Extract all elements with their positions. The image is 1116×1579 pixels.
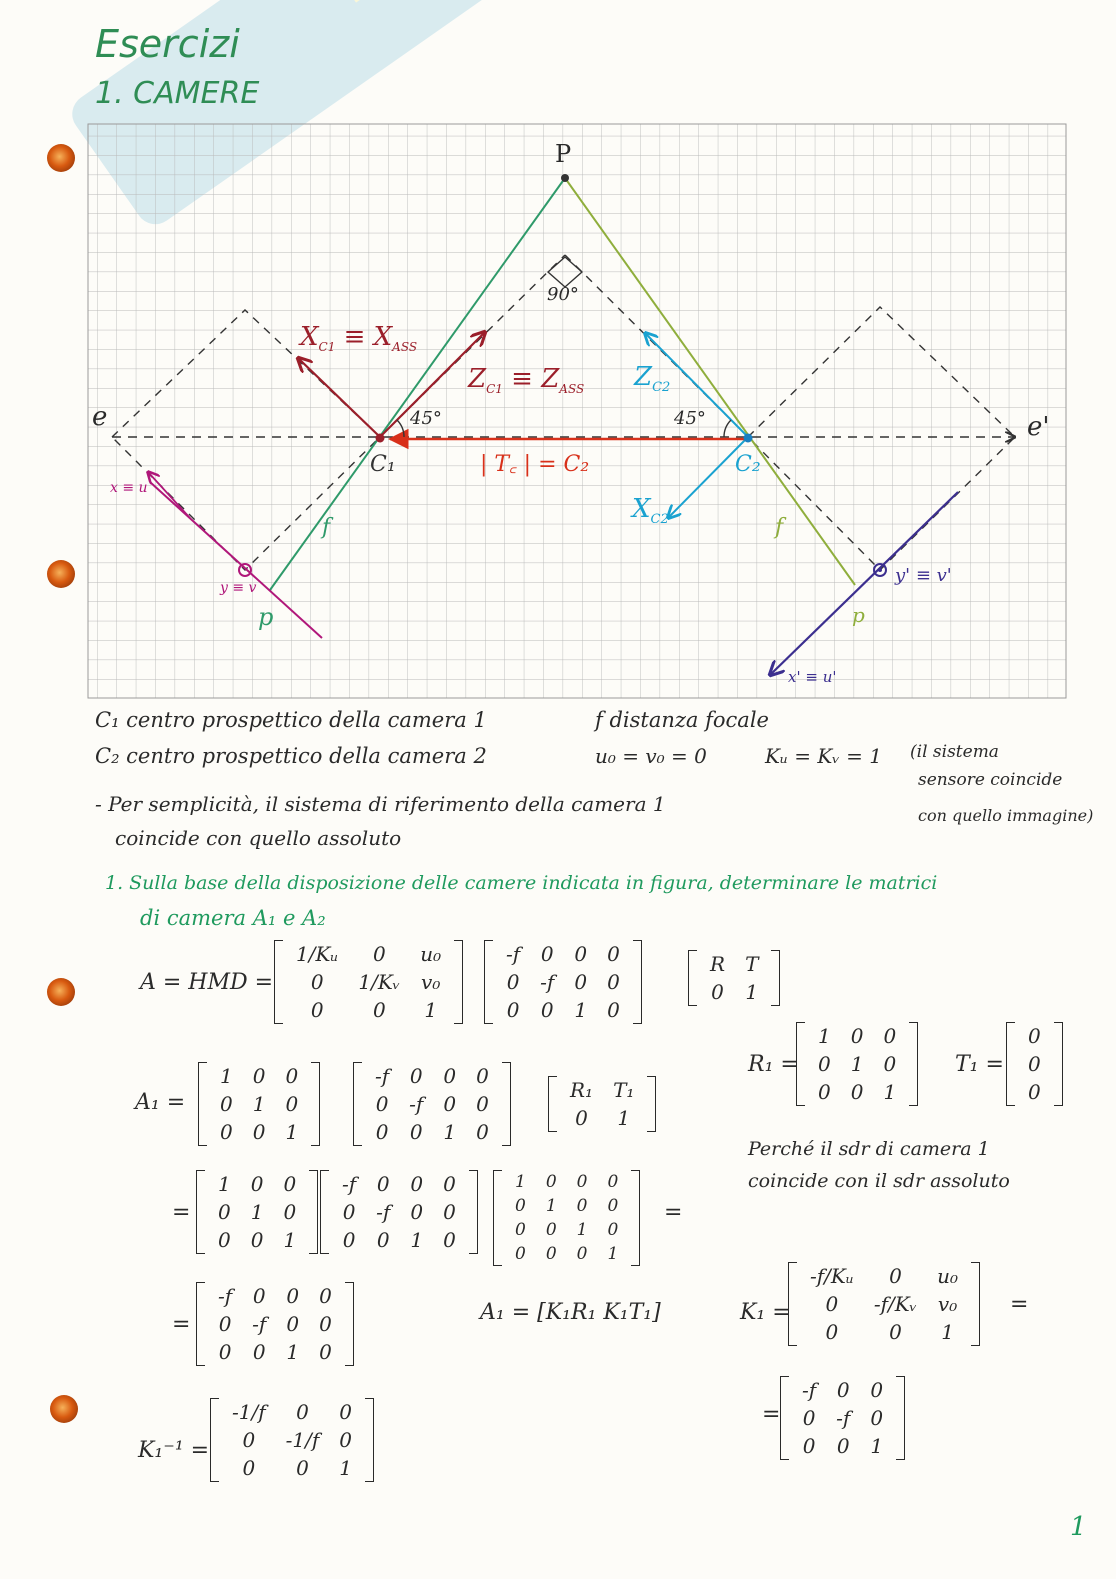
matrix-row <box>800 1290 968 1318</box>
matrix-a1-d <box>560 1076 644 1132</box>
matrix-row <box>286 996 451 1024</box>
matrix-cell: 0 <box>218 1200 231 1224</box>
matrix-cell: 0 <box>310 970 324 994</box>
label-p-right: p <box>852 603 865 627</box>
matrix-cell: 0 <box>286 1284 300 1308</box>
matrix-cell: 0 <box>252 1120 266 1144</box>
matrix-row <box>800 1318 968 1346</box>
matrix-cell: 1/Kᵤ <box>296 942 339 966</box>
label-xc2 <box>632 494 669 527</box>
label-angle-90: 90° <box>547 284 579 305</box>
matrix-s-h <box>208 1170 306 1254</box>
label-zc2-main: Z <box>634 362 653 392</box>
label-zc1-main: Z <box>468 364 487 394</box>
matrix-cell: 0 <box>515 1220 526 1240</box>
eq-sign-3: = <box>172 1312 191 1337</box>
note-k-definition: Kᵤ = Kᵥ = 1 <box>765 744 882 768</box>
matrix-m <box>496 940 630 1024</box>
label-xc1-ass: ASS <box>392 340 418 355</box>
matrix-cell: 0 <box>242 1428 256 1452</box>
matrix-cell: 0 <box>607 1196 619 1216</box>
matrix-cell: 1 <box>286 1340 300 1364</box>
label-zc2-sub: C2 <box>652 380 671 396</box>
grid-paper <box>88 124 1066 698</box>
matrix-cell: 0 <box>283 1172 297 1196</box>
matrix-cell: 0 <box>870 1378 884 1402</box>
matrix-cell: 0 <box>252 1340 266 1364</box>
matrix-row <box>208 1226 306 1254</box>
label-c1: C₁ <box>370 452 396 477</box>
matrix-cell: 0 <box>342 1200 356 1224</box>
matrix-cell: 1 <box>617 1106 631 1130</box>
note-f-definition: f distanza focale <box>595 708 769 732</box>
matrix-cell: 0 <box>540 942 554 966</box>
eq-k1-inverse-label: K₁⁻¹ = <box>138 1438 210 1463</box>
matrix-cell: -f/Kᵤ <box>810 1264 854 1288</box>
matrix-cell: 0 <box>1028 1052 1041 1076</box>
matrix-cell: 0 <box>545 1244 557 1264</box>
matrix-row <box>496 968 630 996</box>
matrix-cell: 0 <box>409 1120 423 1144</box>
label-xc1 <box>300 322 417 354</box>
matrix-cell: 0 <box>410 1172 424 1196</box>
matrix-cell: 0 <box>1028 1080 1041 1104</box>
matrix-cell: 0 <box>802 1434 816 1458</box>
note-because-1: Perché il sdr di camera 1 <box>748 1138 990 1160</box>
matrix-row <box>222 1454 362 1482</box>
matrix-row <box>505 1218 628 1242</box>
matrix-cell: -f <box>376 1200 391 1224</box>
label-point-p: P <box>555 140 572 168</box>
matrix-cell: 0 <box>342 1228 356 1252</box>
matrix-cell: -f <box>375 1064 390 1088</box>
matrix-h-table <box>286 940 451 1024</box>
matrix-cell: 0 <box>870 1406 884 1430</box>
matrix-cell: 0 <box>220 1092 233 1116</box>
matrix-cell: 0 <box>850 1080 864 1104</box>
matrix-cell: 0 <box>575 1106 588 1130</box>
matrix-row <box>222 1398 362 1426</box>
note-because-2: coincide con il sdr assoluto <box>748 1170 1010 1192</box>
matrix-row <box>808 1078 906 1106</box>
matrix-cell: 1 <box>410 1228 424 1252</box>
matrix-row <box>560 1076 644 1104</box>
matrix-cell: -f <box>218 1284 233 1308</box>
matrix-cell: 0 <box>443 1200 456 1224</box>
matrix-cell: 0 <box>576 1196 588 1216</box>
camera-center-c2 <box>744 434 753 443</box>
matrix-r1 <box>808 1022 906 1106</box>
matrix-cell: 1 <box>283 1228 297 1252</box>
note-uv-definition: u₀ = v₀ = 0 <box>595 744 707 768</box>
matrix-row <box>800 1262 968 1290</box>
section-title: 1. CAMERE <box>95 76 260 111</box>
note-simplicity-2: coincide con quello assoluto <box>115 826 402 850</box>
punch-hole-icon <box>47 978 75 1006</box>
matrix-cell: R <box>710 952 726 976</box>
eq-a-hmd-label: A = HMD = <box>140 970 274 995</box>
matrix-a1-m-table <box>365 1062 499 1146</box>
matrix-row <box>496 996 630 1024</box>
matrix-s-d-table <box>505 1170 628 1266</box>
matrix-cell: R₁ <box>570 1078 594 1102</box>
matrix-a1-h-table <box>210 1062 308 1146</box>
page-title: Esercizi <box>95 22 240 66</box>
matrix-r1-table <box>808 1022 906 1106</box>
matrix-row <box>222 1426 362 1454</box>
matrix-cell: 1/Kᵥ <box>358 970 401 994</box>
label-y-eq-v: y ≡ v <box>220 580 257 596</box>
matrix-cell: 0 <box>825 1320 839 1344</box>
matrix-cell: 0 <box>250 1172 264 1196</box>
eq-sign-1: = <box>172 1200 191 1225</box>
matrix-row <box>365 1118 499 1146</box>
matrix-cell: 1 <box>218 1172 231 1196</box>
matrix-d-table <box>700 950 768 1006</box>
matrix-cell: 0 <box>850 1024 864 1048</box>
matrix-row <box>210 1062 308 1090</box>
matrix-cell: 0 <box>296 1400 309 1424</box>
page-number: 1 <box>1070 1512 1087 1542</box>
label-zc1 <box>468 364 584 396</box>
matrix-row <box>700 978 768 1006</box>
matrix-cell: 0 <box>220 1120 233 1144</box>
matrix-cell: 0 <box>376 1172 390 1196</box>
matrix-s-d <box>505 1170 628 1266</box>
matrix-cell: T₁ <box>613 1078 635 1102</box>
matrix-cell: v₀ <box>421 970 441 994</box>
matrix-cell: 0 <box>883 1024 897 1048</box>
matrix-cell: -f <box>409 1092 424 1116</box>
matrix-cell: 0 <box>836 1378 850 1402</box>
matrix-t1 <box>1018 1022 1051 1106</box>
matrix-cell: 1 <box>870 1434 884 1458</box>
matrix-row <box>560 1104 644 1132</box>
matrix-cell: 0 <box>285 1064 299 1088</box>
matrix-cell: 0 <box>218 1312 232 1336</box>
matrix-cell: 0 <box>506 970 520 994</box>
matrix-cell: 1 <box>515 1172 526 1192</box>
matrix-cell: 1 <box>443 1120 457 1144</box>
label-angle-45-right: 45° <box>674 408 706 429</box>
matrix-row <box>505 1194 628 1218</box>
label-e-prime: e' <box>1027 412 1050 442</box>
matrix-row <box>332 1198 466 1226</box>
matrix-cell: -f <box>506 942 521 966</box>
matrix-row <box>505 1242 628 1266</box>
matrix-row <box>792 1404 893 1432</box>
punch-hole-icon <box>50 1395 78 1423</box>
matrix-row <box>332 1226 466 1254</box>
note-simplicity-1: - Per semplicità, il sistema di riferimento della camera 1 <box>95 792 666 816</box>
matrix-cell: 0 <box>410 1200 424 1224</box>
label-translation: | T꜀ | = C₂ <box>480 452 590 477</box>
matrix-a1-h <box>210 1062 308 1146</box>
matrix-cell: 0 <box>515 1196 526 1216</box>
matrix-row <box>365 1062 499 1090</box>
matrix-cell: 0 <box>252 1064 266 1088</box>
matrix-cell: u₀ <box>420 942 442 966</box>
eq-t1-label: T₁ = <box>955 1052 1004 1077</box>
matrix-cell: -1/f <box>285 1428 320 1452</box>
matrix-cell: 0 <box>889 1264 902 1288</box>
matrix-cell: 0 <box>443 1228 456 1252</box>
note-sensor-3: con quello immagine) <box>918 806 1094 825</box>
matrix-row <box>208 1198 306 1226</box>
label-angle-45-left: 45° <box>410 408 442 429</box>
label-zc2 <box>634 362 670 395</box>
matrix-cell: 0 <box>802 1406 816 1430</box>
eq-sign-5: = <box>762 1402 781 1427</box>
matrix-cell: 0 <box>818 1080 831 1104</box>
note-sensor-2: sensore coincide <box>918 770 1063 790</box>
matrix-t1-table <box>1018 1022 1051 1106</box>
matrix-row <box>208 1170 306 1198</box>
matrix-cell: 0 <box>375 1120 389 1144</box>
exercise-question-line-2: di camera A₁ e A₂ <box>140 906 326 930</box>
matrix-row <box>208 1310 342 1338</box>
matrix-cell: 1 <box>574 998 588 1022</box>
matrix-cell: 0 <box>576 1172 588 1192</box>
matrix-row <box>792 1432 893 1460</box>
matrix-s-m <box>332 1170 466 1254</box>
eq-sign-2: = <box>664 1200 683 1225</box>
matrix-a1-m <box>365 1062 499 1146</box>
eq-a1-label: A₁ = <box>135 1090 186 1115</box>
matrix-cell: 0 <box>218 1340 232 1364</box>
matrix-k1 <box>800 1262 968 1346</box>
matrix-cell: 0 <box>607 1220 619 1240</box>
matrix-cell: 0 <box>607 970 620 994</box>
camera-center-c1 <box>376 434 385 443</box>
matrix-cell: 0 <box>443 1064 457 1088</box>
matrix-cell: 1 <box>883 1080 897 1104</box>
matrix-cell: 0 <box>574 942 588 966</box>
matrix-k1-table <box>800 1262 968 1346</box>
label-y-eq-v-prime: y' ≡ v' <box>895 565 952 586</box>
matrix-cell: 1 <box>285 1120 299 1144</box>
matrix-cell: T <box>745 952 759 976</box>
label-f-right: f <box>775 515 784 540</box>
matrix-row <box>700 950 768 978</box>
matrix-cell: 0 <box>409 1064 423 1088</box>
matrix-cell: u₀ <box>937 1264 959 1288</box>
matrix-cell: 0 <box>476 1064 489 1088</box>
matrix-cell: 1 <box>220 1064 233 1088</box>
matrix-cell: 0 <box>607 998 620 1022</box>
matrix-row <box>808 1022 906 1050</box>
matrix-cell: 0 <box>476 1120 489 1144</box>
matrix-row <box>505 1170 628 1194</box>
label-xc2-sub: C2 <box>650 512 669 528</box>
matrix-row <box>332 1170 466 1198</box>
matrix-cell: 1 <box>941 1320 954 1344</box>
matrix-cell: 0 <box>889 1320 902 1344</box>
matrix-cell: -f <box>836 1406 851 1430</box>
label-x-eq-u-prime: x' ≡ u' <box>788 668 837 686</box>
matrix-cell: 0 <box>296 1456 309 1480</box>
matrix-row <box>496 940 630 968</box>
label-zc1-ass: ASS <box>559 382 585 397</box>
note-c1-definition: C₁ centro prospettico della camera 1 <box>95 708 487 732</box>
label-zc1-sub: C1 <box>486 382 503 397</box>
label-xc1-main: X <box>300 322 319 352</box>
matrix-k1-numeric-table <box>792 1376 893 1460</box>
matrix-k1-inverse <box>222 1398 362 1482</box>
matrix-row <box>1018 1050 1051 1078</box>
note-c2-definition: C₂ centro prospettico della camera 2 <box>95 744 487 768</box>
matrix-cell: 0 <box>310 998 324 1022</box>
matrix-cell: 0 <box>476 1092 489 1116</box>
label-zc1-rest: ≡ Z <box>511 364 560 394</box>
matrix-row <box>208 1338 342 1366</box>
label-x-eq-u: x ≡ u <box>110 480 148 496</box>
matrix-cell: 0 <box>574 970 588 994</box>
matrix-cell: 1 <box>850 1052 864 1076</box>
note-sensor-1: (il sistema <box>910 742 999 762</box>
matrix-cell: 0 <box>1028 1024 1041 1048</box>
matrix-cell: 0 <box>250 1228 264 1252</box>
matrix-row <box>792 1376 893 1404</box>
matrix-cell: 0 <box>339 1428 352 1452</box>
matrix-result <box>208 1282 342 1366</box>
matrix-cell: 0 <box>285 1092 299 1116</box>
matrix-cell: 0 <box>319 1340 332 1364</box>
camera-diagram <box>0 0 1116 720</box>
matrix-row <box>1018 1022 1051 1050</box>
matrix-a1-d-table <box>560 1076 644 1132</box>
eq-sign-4: = <box>1010 1292 1029 1317</box>
matrix-cell: -f <box>540 970 555 994</box>
matrix-cell: 0 <box>242 1456 256 1480</box>
matrix-cell: 0 <box>506 998 520 1022</box>
label-p-left: p <box>258 603 274 631</box>
matrix-h <box>286 940 451 1024</box>
matrix-cell: 0 <box>607 942 620 966</box>
matrix-cell: 0 <box>883 1052 897 1076</box>
matrix-cell: 0 <box>443 1172 456 1196</box>
matrix-cell: 0 <box>218 1228 231 1252</box>
matrix-cell: 0 <box>372 942 386 966</box>
matrix-cell: 0 <box>319 1312 332 1336</box>
matrix-row <box>1018 1078 1051 1106</box>
point-p <box>561 174 569 182</box>
matrix-s-m-table <box>332 1170 466 1254</box>
eq-a1-formula: A₁ = [K₁R₁ K₁T₁] <box>480 1300 661 1325</box>
matrix-row <box>365 1090 499 1118</box>
matrix-cell: 1 <box>745 980 759 1004</box>
matrix-row <box>808 1050 906 1078</box>
matrix-cell: 1 <box>607 1244 619 1264</box>
matrix-cell: 0 <box>375 1092 389 1116</box>
matrix-cell: 1 <box>250 1200 264 1224</box>
matrix-cell: v₀ <box>937 1292 958 1316</box>
eq-k1-label: K₁ = <box>740 1300 791 1325</box>
matrix-cell: 1 <box>545 1196 557 1216</box>
matrix-cell: 0 <box>515 1244 526 1264</box>
matrix-cell: 0 <box>540 998 554 1022</box>
point-y-v-prime-dot <box>878 568 882 572</box>
eq-r1-label: R₁ = <box>748 1052 799 1077</box>
matrix-result-table <box>208 1282 342 1366</box>
matrix-cell: 0 <box>286 1312 300 1336</box>
matrix-row <box>208 1282 342 1310</box>
matrix-cell: 0 <box>339 1400 352 1424</box>
matrix-cell: 0 <box>545 1172 557 1192</box>
matrix-row <box>210 1118 308 1146</box>
matrix-cell: 0 <box>711 980 724 1004</box>
matrix-cell: 0 <box>545 1220 557 1240</box>
label-c2: C₂ <box>735 452 761 477</box>
label-xc1-rest: ≡ X <box>343 322 393 352</box>
matrix-m-table <box>496 940 630 1024</box>
matrix-cell: 1 <box>576 1220 588 1240</box>
matrix-cell: 1 <box>818 1024 831 1048</box>
matrix-cell: -f <box>802 1378 817 1402</box>
matrix-cell: 1 <box>252 1092 266 1116</box>
matrix-cell: 1 <box>339 1456 352 1480</box>
matrix-cell: 0 <box>825 1292 839 1316</box>
label-e: e <box>92 402 108 432</box>
matrix-d <box>700 950 768 1006</box>
matrix-cell: 0 <box>319 1284 332 1308</box>
matrix-cell: 0 <box>376 1228 390 1252</box>
matrix-cell: 0 <box>443 1092 457 1116</box>
matrix-cell: -1/f <box>232 1400 266 1424</box>
matrix-cell: 1 <box>424 998 438 1022</box>
matrix-s-h-table <box>208 1170 306 1254</box>
matrix-cell: 0 <box>252 1284 266 1308</box>
matrix-cell: 0 <box>576 1244 588 1264</box>
label-xc1-sub: C1 <box>318 340 336 355</box>
matrix-k1-numeric <box>792 1376 893 1460</box>
matrix-cell: -f <box>342 1172 357 1196</box>
matrix-cell: -f/Kᵥ <box>873 1292 918 1316</box>
matrix-cell: 0 <box>283 1200 297 1224</box>
label-xc2-main: X <box>632 494 651 524</box>
matrix-cell: 0 <box>818 1052 831 1076</box>
matrix-k1-inverse-table <box>222 1398 362 1482</box>
matrix-row <box>286 968 451 996</box>
exercise-question-line-1: 1. Sulla base della disposizione delle camere indicata in figura, determinare le matrici <box>105 872 938 894</box>
matrix-row <box>286 940 451 968</box>
matrix-cell: -f <box>252 1312 267 1336</box>
matrix-row <box>210 1090 308 1118</box>
label-f-left: f <box>322 515 331 540</box>
matrix-cell: 0 <box>836 1434 850 1458</box>
matrix-cell: 0 <box>372 998 386 1022</box>
matrix-cell: 0 <box>607 1172 619 1192</box>
